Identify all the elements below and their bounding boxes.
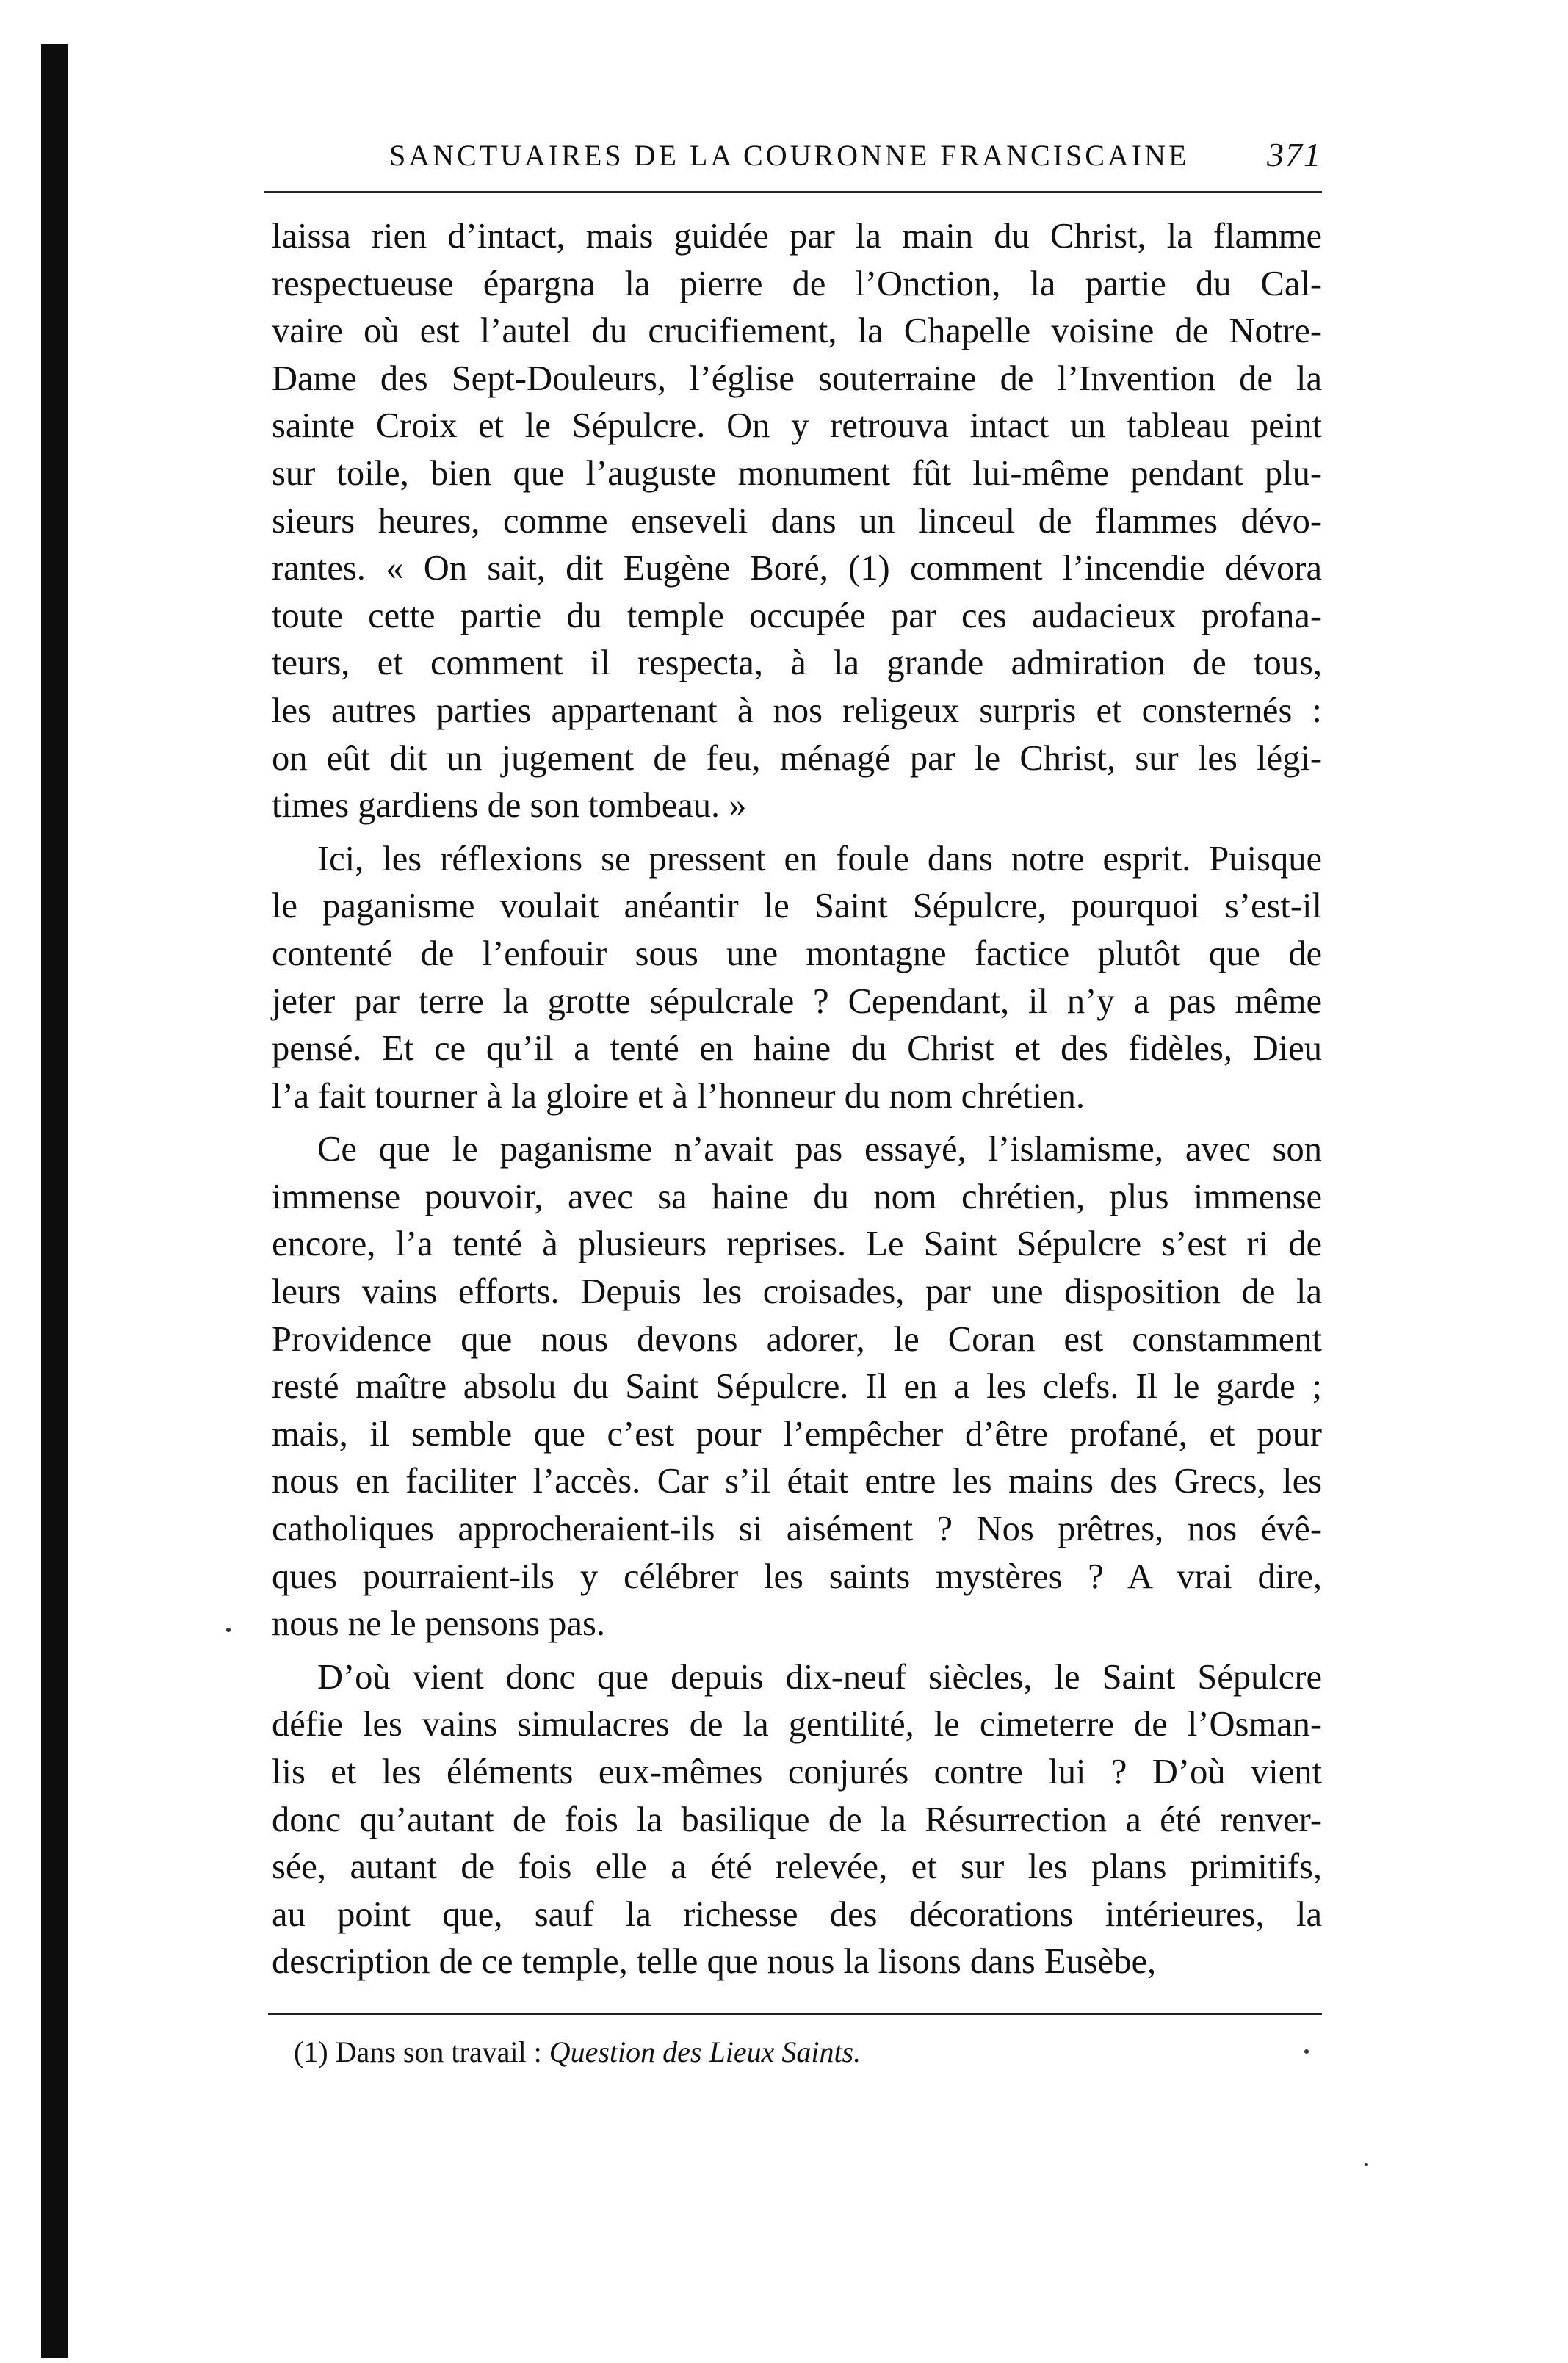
text-line: jeter par terre la grotte sépulcrale ? Cependant, il n’y a pas même (272, 981, 1322, 1021)
text-line: Ici, les réflexions se pressent en foule dans notre esprit. Puisque (317, 839, 1322, 879)
paragraph (272, 836, 1322, 1121)
print-speck (226, 1628, 231, 1632)
body-text (272, 213, 1322, 1986)
footnote-text: Dans son travail : (335, 2035, 542, 2068)
footnote (294, 2035, 861, 2069)
text-line: vaire où est l’autel du crucifiement, la Chapelle voisine de Notre- (272, 311, 1322, 351)
text-line: respectueuse épargna la pierre de l’Onction, la partie du Cal- (272, 264, 1322, 303)
text-line: D’où vient donc que depuis dix-neuf siècles, le Saint Sépulcre (317, 1657, 1322, 1697)
text-line: sieurs heures, comme enseveli dans un linceul de flammes dévo- (272, 501, 1322, 541)
text-line: catholiques approcheraient-ils si aisément ? Nos prêtres, nos évê- (272, 1509, 1322, 1549)
footnote-rule (268, 2013, 1322, 2015)
print-speck (1304, 2049, 1309, 2054)
text-line: lis et les éléments eux-mêmes conjurés contre lui ? D’où vient (272, 1753, 1322, 1792)
text-line: ques pourraient-ils y célébrer les saints mystères ? A vrai dire, (272, 1556, 1322, 1596)
page-number: 371 (1267, 136, 1322, 173)
page-header (264, 132, 1322, 191)
text-line: laissa rien d’intact, mais guidée par la main du Christ, la flamme (272, 217, 1322, 256)
footnote-marker: (1) (294, 2035, 328, 2068)
text-line: rantes. « On sait, dit Eugène Boré, (1) comment l’incendie dévora (272, 549, 1322, 588)
paragraph (272, 1126, 1322, 1648)
text-line: au point que, sauf la richesse des décorations intérieures, la (272, 1894, 1322, 1934)
running-title: SANCTUAIRES DE LA COURONNE FRANCISCAINE (389, 139, 1190, 172)
text-line: pensé. Et ce qu’il a tenté en haine du Christ et des fidèles, Dieu (272, 1029, 1322, 1069)
footnote-title: Question des Lieux Saints. (549, 2035, 861, 2068)
paragraph (272, 1654, 1322, 1986)
text-line: contenté de l’enfouir sous une montagne factice plutôt que de (272, 934, 1322, 973)
text-line: donc qu’autant de fois la basilique de la Résurrection a été renver- (272, 1800, 1322, 1839)
text-line: toute cette partie du temple occupée par ces audacieux profana- (272, 596, 1322, 635)
text-line: sur toile, bien que l’auguste monument fût lui-même pendant plu- (272, 453, 1322, 493)
text-line: leurs vains efforts. Depuis les croisades, par une disposition de la (272, 1272, 1322, 1312)
text-line: description de ce temple, telle que nous la lisons dans Eusèbe, (272, 1942, 1157, 1982)
text-line: encore, l’a tenté à plusieurs reprises. Le Saint Sépulcre s’est ri de (272, 1224, 1322, 1264)
text-line: nous en faciliter l’accès. Car s’il était entre les mains des Grecs, les (272, 1462, 1322, 1501)
text-line: nous ne le pensons pas. (272, 1604, 605, 1644)
header-rule (264, 191, 1322, 193)
print-speck (1365, 2163, 1368, 2166)
text-line: Providence que nous devons adorer, le Coran est constamment (272, 1319, 1322, 1359)
paragraph-gap (272, 1648, 1322, 1654)
text-line: Ce que le paganisme n’avait pas essayé, l’islamisme, avec son (317, 1130, 1322, 1169)
text-line: immense pouvoir, avec sa haine du nom chrétien, plus immense (272, 1177, 1322, 1216)
text-line: mais, il semble que c’est pour l’empêcher d’être profané, et pour (272, 1414, 1322, 1454)
binding-edge (41, 44, 68, 2358)
text-line: times gardiens de son tombeau. » (272, 786, 747, 826)
text-line: les autres parties appartenant à nos religeux surpris et consternés : (272, 690, 1322, 730)
text-line: l’a fait tourner à la gloire et à l’honneur du nom chrétien. (272, 1076, 1085, 1116)
text-line: Dame des Sept-Douleurs, l’église souterraine de l’Invention de la (272, 358, 1322, 398)
paragraph-gap (272, 830, 1322, 836)
text-line: teurs, et comment il respecta, à la grande admiration de tous, (272, 643, 1322, 683)
text-line: le paganisme voulait anéantir le Saint Sépulcre, pourquoi s’est-il (272, 887, 1322, 926)
paragraph-gap (272, 1120, 1322, 1126)
text-line: défie les vains simulacres de la gentilité, le cimeterre de l’Osman- (272, 1705, 1322, 1745)
text-line: sainte Croix et le Sépulcre. On y retrouva intact un tableau peint (272, 406, 1322, 446)
text-line: on eût dit un jugement de feu, ménagé par le Christ, sur les légi- (272, 738, 1322, 778)
paragraph (272, 213, 1322, 830)
text-line: sée, autant de fois elle a été relevée, et sur les plans primitifs, (272, 1847, 1322, 1887)
text-line: resté maître absolu du Saint Sépulcre. Il en a les clefs. Il le garde ; (272, 1367, 1322, 1407)
